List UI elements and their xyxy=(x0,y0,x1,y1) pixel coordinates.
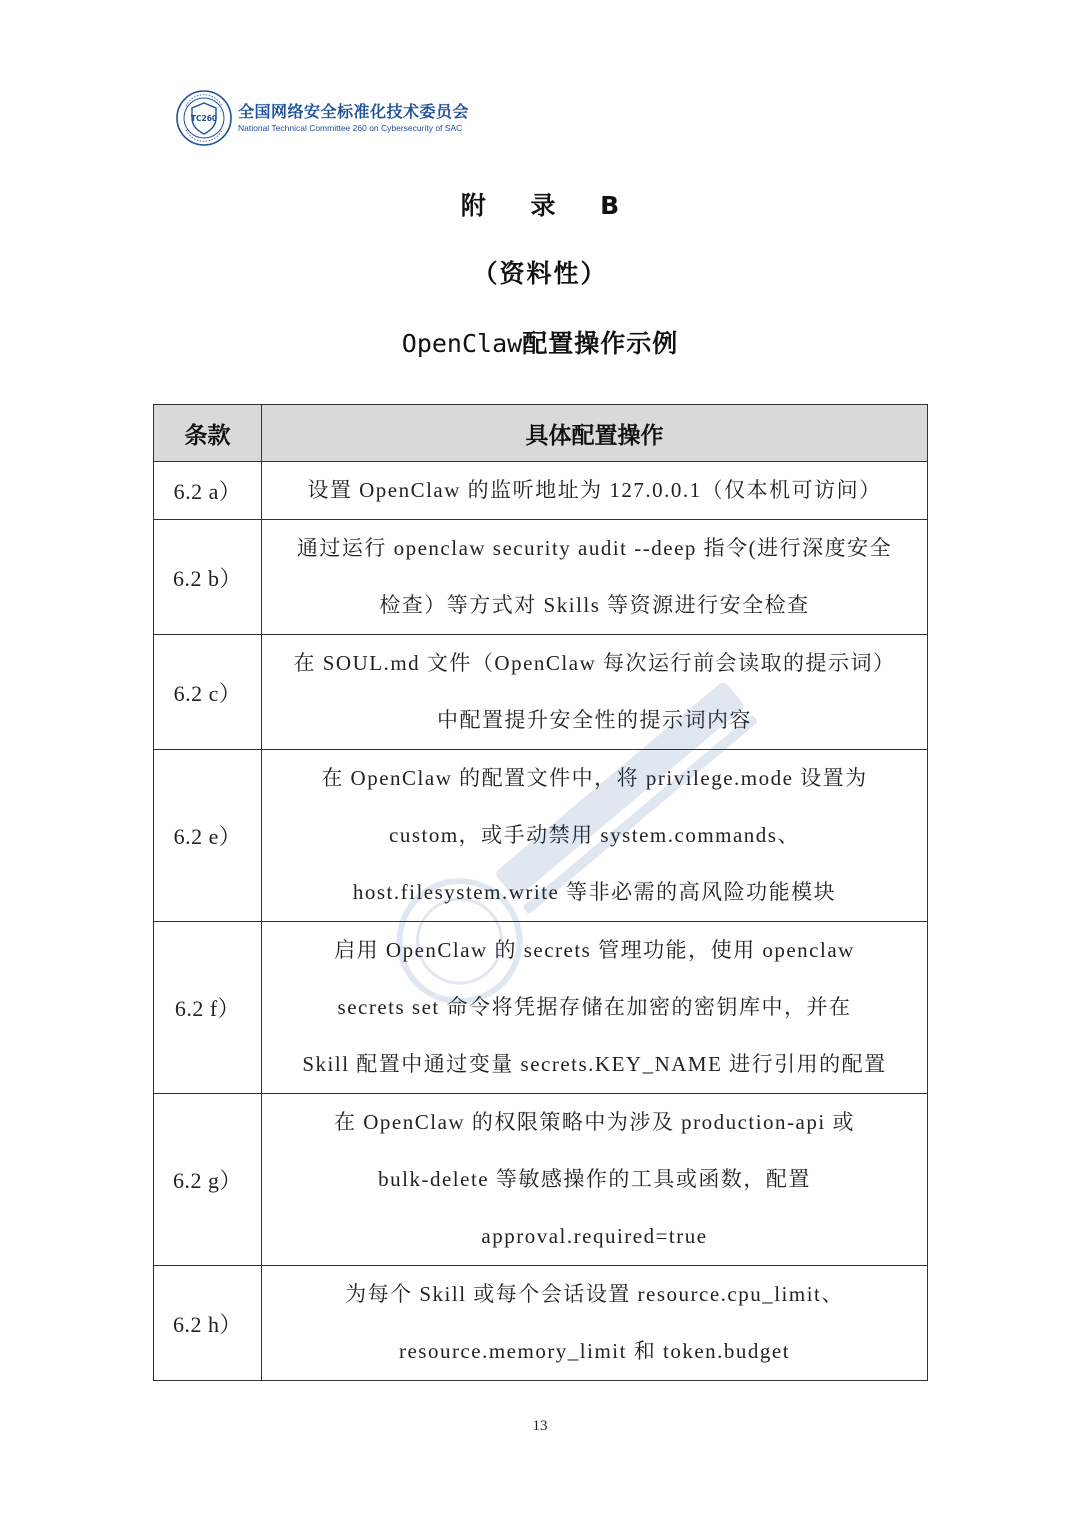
clause-cell: 6.2 b） xyxy=(154,520,262,635)
clause-cell: 6.2 f） xyxy=(154,922,262,1094)
header xyxy=(176,90,469,146)
operation-line: 设置 OpenClaw 的监听地址为 127.0.0.1（仅本机可访问） xyxy=(307,478,882,502)
operation-cell xyxy=(262,750,928,922)
operation-line: bulk-delete 等敏感操作的工具或函数，配置 xyxy=(378,1167,811,1191)
org-name-en: National Technical Committee 260 on Cybersecurity of SAC xyxy=(238,123,463,133)
operation-line: 启用 OpenClaw 的 secrets 管理功能，使用 openclaw xyxy=(334,938,855,962)
table-header-row xyxy=(154,405,928,462)
operation-line: 检查）等方式对 Skills 等资源进行安全检查 xyxy=(379,593,810,617)
table-row xyxy=(154,750,928,922)
table-row xyxy=(154,1266,928,1381)
page-title xyxy=(0,324,1080,360)
clause-cell: 6.2 a） xyxy=(154,462,262,520)
committee-seal-logo xyxy=(176,90,232,146)
appendix-nature: （资料性） xyxy=(472,259,608,288)
operation-line: 在 SOUL.md 文件（OpenClaw 每次运行前会读取的提示词） xyxy=(293,651,896,675)
svg-text:TC260: TC260 xyxy=(190,114,218,123)
column-header-operation: 具体配置操作 xyxy=(262,405,928,462)
operation-cell xyxy=(262,1266,928,1381)
operation-line: 在 OpenClaw 的权限策略中为涉及 production-api 或 xyxy=(334,1110,855,1134)
table-row xyxy=(154,635,928,750)
clause-cell: 6.2 c） xyxy=(154,635,262,750)
column-header-clause: 条款 xyxy=(154,405,262,462)
operation-line: resource.memory_limit 和 token.budget xyxy=(398,1339,791,1363)
table-row xyxy=(154,520,928,635)
operation-line: host.filesystem.write 等非必需的高风险功能模块 xyxy=(352,880,837,904)
operation-line: 在 OpenClaw 的配置文件中，将 privilege.mode 设置为 xyxy=(321,766,868,790)
operation-cell xyxy=(262,520,928,635)
operation-cell xyxy=(262,462,928,520)
table-row xyxy=(154,462,928,520)
operation-line: 中配置提升安全性的提示词内容 xyxy=(437,708,752,732)
operation-cell xyxy=(262,922,928,1094)
table-row xyxy=(154,1094,928,1266)
operation-cell xyxy=(262,1094,928,1266)
clause-cell: 6.2 g） xyxy=(154,1094,262,1266)
operation-cell xyxy=(262,635,928,750)
operation-line: 通过运行 openclaw security audit --deep 指令(进行深度安全 xyxy=(296,536,893,560)
operation-line: custom，或手动禁用 system.commands、 xyxy=(389,823,800,847)
page-title-suffix: 配置操作示例 xyxy=(522,329,679,358)
operation-line: 为每个 Skill 或每个会话设置 resource.cpu_limit、 xyxy=(345,1282,844,1306)
appendix-title: 附 录 B xyxy=(460,191,638,220)
config-table xyxy=(153,404,928,1381)
operation-line: Skill 配置中通过变量 secrets.KEY_NAME 进行引用的配置 xyxy=(302,1052,887,1076)
operation-line: secrets set 命令将凭据存储在加密的密钥库中，并在 xyxy=(337,995,852,1019)
org-name-cn: 全国网络安全标准化技术委员会 xyxy=(238,102,470,121)
page-number: 13 xyxy=(532,1418,548,1434)
operation-line: approval.required=true xyxy=(481,1224,708,1248)
table-row xyxy=(154,922,928,1094)
page-title-prefix: OpenClaw xyxy=(401,329,523,358)
clause-cell: 6.2 h） xyxy=(154,1266,262,1381)
clause-cell: 6.2 e） xyxy=(154,750,262,922)
